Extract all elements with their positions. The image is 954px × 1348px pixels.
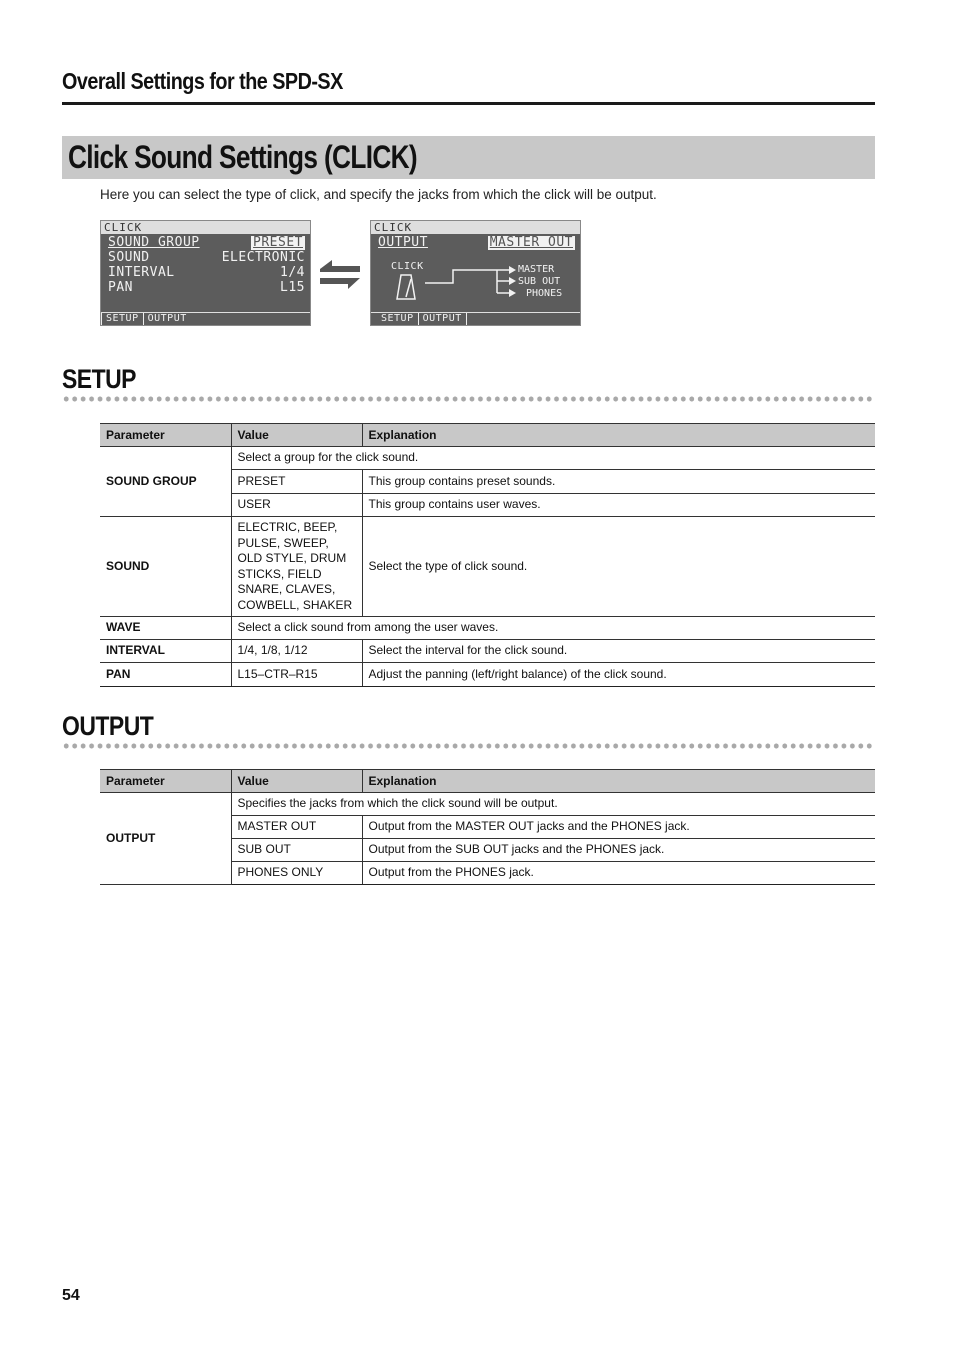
dotted-rule (62, 743, 875, 749)
section-heading-output: OUTPUT (62, 711, 154, 741)
lcd-row (108, 281, 305, 295)
lcd-tabs (101, 312, 310, 325)
table-row (100, 640, 875, 663)
lcd-tab-output: OUTPUT (418, 313, 467, 325)
output-parameter-table (100, 769, 875, 885)
lcd-row (108, 236, 305, 250)
table-row (100, 517, 875, 617)
lcd-value: 1/4 (280, 265, 305, 280)
wave-desc: Select a click sound from among the user waves. (231, 617, 875, 640)
param-sound: SOUND (100, 517, 231, 617)
lcd-tab-setup: SETUP (101, 313, 144, 325)
output-desc: Specifies the jacks from which the click sound will be output. (231, 793, 875, 816)
param-interval: INTERVAL (100, 640, 231, 663)
swap-arrows-icon (318, 258, 362, 292)
lcd-dest-sub-out: SUB OUT (518, 276, 561, 287)
lcd-tab-setup: SETUP (381, 313, 414, 324)
intro-text: Here you can select the type of click, and specify the jacks from which the click will be output. (100, 187, 657, 202)
setup-parameter-table (100, 423, 875, 687)
value-cell: PRESET (231, 470, 362, 494)
lcd-value: MASTER OUT (489, 235, 573, 250)
lcd-row (108, 266, 305, 280)
lcd-tab-output: OUTPUT (147, 313, 187, 324)
col-header-parameter: Parameter (100, 424, 231, 447)
title-bar (62, 136, 875, 179)
explanation-cell: Select the type of click sound. (362, 517, 875, 617)
lcd-value: ELECTRONIC (221, 250, 305, 265)
param-sound-group: SOUND GROUP (100, 447, 231, 517)
col-header-parameter: Parameter (100, 770, 231, 793)
dotted-rule (62, 396, 875, 402)
col-header-explanation: Explanation (362, 424, 875, 447)
table-row (100, 663, 875, 687)
lcd-row (108, 251, 305, 265)
explanation-cell: Output from the MASTER OUT jacks and the PHONES jack. (362, 816, 875, 839)
lcd-dest-phones: PHONES (526, 288, 563, 299)
lcd-dest-master: MASTER (518, 264, 555, 275)
lcd-label: SOUND (108, 250, 150, 265)
col-header-value: Value (231, 770, 362, 793)
table-row (100, 447, 875, 470)
param-pan: PAN (100, 663, 231, 687)
value-cell: L15–CTR–R15 (231, 663, 362, 687)
param-wave: WAVE (100, 617, 231, 640)
header-rule (62, 102, 875, 105)
explanation-cell: Output from the SUB OUT jacks and the PHONES jack. (362, 839, 875, 862)
table-header-row (100, 770, 875, 793)
explanation-cell: Adjust the panning (left/right balance) of the click sound. (362, 663, 875, 687)
lcd-value: PRESET (253, 235, 303, 250)
lcd-output-screen (370, 220, 581, 326)
value-cell: 1/4, 1/8, 1/12 (231, 640, 362, 663)
lcd-label: INTERVAL (108, 265, 175, 280)
param-output: OUTPUT (100, 793, 231, 885)
table-header-row (100, 424, 875, 447)
explanation-cell: This group contains preset sounds. (362, 470, 875, 494)
explanation-cell: This group contains user waves. (362, 494, 875, 517)
lcd-label: PAN (108, 280, 133, 295)
value-cell: PHONES ONLY (231, 862, 362, 885)
explanation-cell: Select the interval for the click sound. (362, 640, 875, 663)
section-heading-setup: SETUP (62, 364, 136, 394)
value-cell: ELECTRIC, BEEP, PULSE, SWEEP, OLD STYLE, DRUM STICKS, FIELD SNARE, CLAVES, COWBELL, SHAKER (231, 517, 362, 617)
value-cell: USER (231, 494, 362, 517)
page-number: 54 (62, 1287, 80, 1304)
lcd-setup-screen (100, 220, 311, 326)
col-header-value: Value (231, 424, 362, 447)
sound-group-desc: Select a group for the click sound. (231, 447, 875, 470)
col-header-explanation: Explanation (362, 770, 875, 793)
explanation-cell: Output from the PHONES jack. (362, 862, 875, 885)
lcd-title: CLICK (371, 221, 580, 234)
lcd-label: SOUND GROUP (108, 235, 200, 250)
chapter-title: Overall Settings for the SPD-SX (62, 68, 343, 94)
value-cell: MASTER OUT (231, 816, 362, 839)
table-row (100, 617, 875, 640)
lcd-tabs (371, 312, 581, 325)
lcd-label: OUTPUT (378, 235, 428, 250)
table-row (100, 793, 875, 816)
page-title: Click Sound Settings (CLICK) (68, 139, 417, 175)
value-cell: SUB OUT (231, 839, 362, 862)
lcd-click-label: CLICK (391, 261, 424, 272)
lcd-title: CLICK (101, 221, 310, 234)
lcd-value: L15 (280, 280, 305, 295)
